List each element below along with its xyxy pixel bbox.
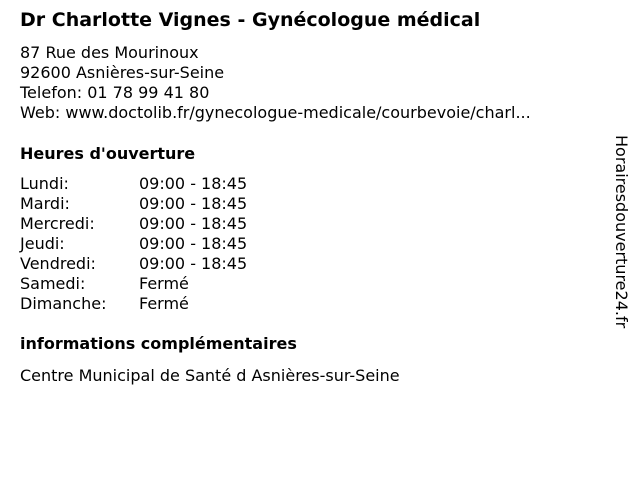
hours-row-sunday <box>20 294 247 314</box>
hours-value: 09:00 - 18:45 <box>139 254 248 273</box>
day-label: Dimanche: <box>20 294 107 313</box>
hours-row-thursday <box>20 234 247 254</box>
hours-value: 09:00 - 18:45 <box>139 234 248 253</box>
street-address: 87 Rue des Mourinoux <box>20 43 199 62</box>
day-label: Vendredi: <box>20 254 96 273</box>
hours-row-tuesday <box>20 194 247 214</box>
day-label: Samedi: <box>20 274 86 293</box>
site-brand-watermark: Horairesdouverture24.fr <box>612 135 631 329</box>
day-label: Mercredi: <box>20 214 95 233</box>
phone-number: Telefon: 01 78 99 41 80 <box>20 83 210 102</box>
hours-row-monday <box>20 174 247 194</box>
additional-info-heading: informations complémentaires <box>20 334 297 353</box>
hours-row-wednesday <box>20 214 247 234</box>
hours-value: Fermé <box>139 274 189 293</box>
opening-hours-heading: Heures d'ouverture <box>20 144 196 163</box>
day-label: Mardi: <box>20 194 70 213</box>
city-address: 92600 Asnières-sur-Seine <box>20 63 225 82</box>
hours-value: Fermé <box>139 294 189 313</box>
additional-info-text: Centre Municipal de Santé d Asnières-sur-Seine <box>20 366 400 385</box>
address-block <box>20 43 531 123</box>
day-label: Jeudi: <box>20 234 65 253</box>
hours-value: 09:00 - 18:45 <box>139 214 248 233</box>
hours-value: 09:00 - 18:45 <box>139 174 248 193</box>
page-title: Dr Charlotte Vignes - Gynécologue médical <box>20 9 481 31</box>
opening-hours-table <box>20 174 247 314</box>
hours-row-friday <box>20 254 247 274</box>
hours-value: 09:00 - 18:45 <box>139 194 248 213</box>
website-link: Web: www.doctolib.fr/gynecologue-medicale/courbevoie/charl... <box>20 103 531 122</box>
hours-row-saturday <box>20 274 247 294</box>
day-label: Lundi: <box>20 174 69 193</box>
